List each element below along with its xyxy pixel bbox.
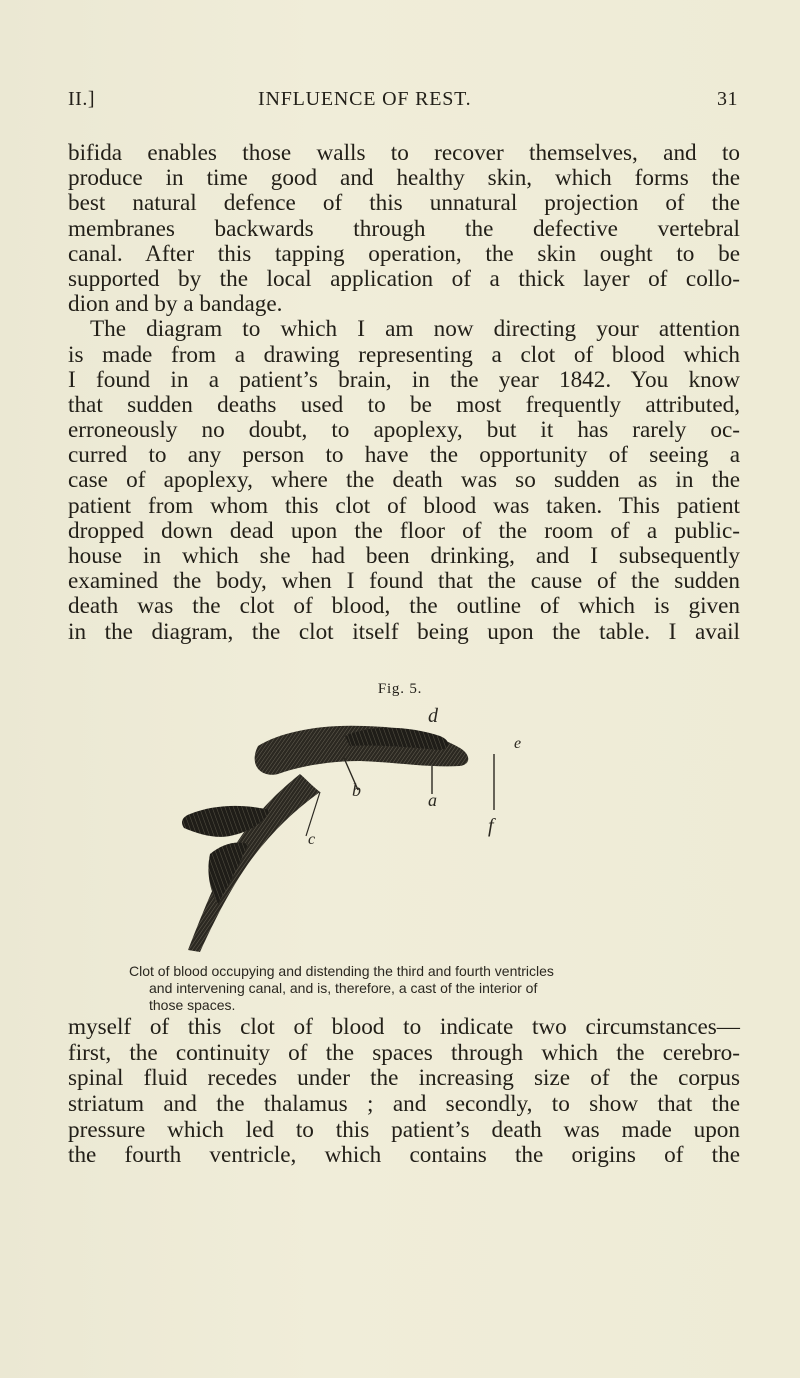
figure-label: Fig. 5. xyxy=(377,681,423,697)
text-line: membranes backwards through the defective vertebral xyxy=(68,215,740,242)
text-line: produce in time good and healthy skin, which forms the xyxy=(68,165,740,192)
paragraph-3 xyxy=(68,1015,740,1169)
text-line: death was the clot of blood, the outline of which is given xyxy=(68,593,740,620)
clot-canal xyxy=(188,774,320,952)
text-line: the fourth ventricle, which contains the origins of the xyxy=(68,1142,740,1169)
chapter-number: II.] xyxy=(68,88,95,110)
text-line: bifida enables those walls to recover themselves, and to xyxy=(68,140,740,166)
text-line: myself of this clot of blood to indicate two circumstances— xyxy=(68,1014,740,1040)
text-line: curred to any person to have the opportunity of seeing a xyxy=(68,442,740,469)
clot-figure xyxy=(170,704,570,954)
text-line: is made from a drawing representing a clot of blood which xyxy=(68,341,740,368)
text-line: dion and by a bandage. xyxy=(68,291,283,318)
caption-line: and intervening canal, and is, therefore, a cast of the interior of xyxy=(149,980,538,996)
label-e: e xyxy=(514,735,522,752)
label-a: a xyxy=(428,790,437,810)
text-line: in the diagram, the clot itself being upon the table. I avail xyxy=(68,618,740,645)
running-title: INFLUENCE OF REST. xyxy=(258,88,472,110)
caption-line: those spaces. xyxy=(149,997,236,1013)
label-f: f xyxy=(488,815,494,837)
text-line: supported by the local application of a thick layer of collo- xyxy=(68,265,740,292)
text-line: erroneously no doubt, to apoplexy, but it has rarely oc- xyxy=(68,417,740,444)
clot-illustration xyxy=(170,704,570,954)
label-c: c xyxy=(308,831,316,848)
label-d: d xyxy=(428,705,438,727)
text-line: canal. After this tapping operation, the skin ought to be xyxy=(68,240,740,267)
text-line: that sudden deaths used to be most frequently attributed, xyxy=(68,391,740,418)
label-b: b xyxy=(352,780,361,800)
figure-caption xyxy=(129,963,719,1014)
text-line: best natural defence of this unnatural projection of the xyxy=(68,190,740,217)
text-line: house in which she had been drinking, and I subsequently xyxy=(68,543,740,569)
text-line: I found in a patient’s brain, in the year 1842. You know xyxy=(68,366,740,393)
text-line: case of apoplexy, where the death was so sudden as in the xyxy=(68,467,740,494)
text-line: spinal fluid recedes under the increasing size of the corpus xyxy=(68,1065,740,1092)
text-line: first, the continuity of the spaces through which the cerebro- xyxy=(68,1039,740,1066)
running-header xyxy=(68,88,738,118)
text-line: patient from whom this clot of blood was taken. This patient xyxy=(68,492,740,519)
paragraph-1 xyxy=(68,141,740,645)
text-line: pressure which led to this patient’s death was made upon xyxy=(68,1116,740,1143)
caption-line: Clot of blood occupying and distending the third and fourth ventricles xyxy=(129,963,554,979)
text-line: examined the body, when I found that the cause of the sudden xyxy=(68,568,740,595)
text-line: dropped down dead upon the floor of the room of a public- xyxy=(68,517,740,544)
text-line: striatum and the thalamus ; and secondly, to show that the xyxy=(68,1091,740,1118)
page-number: 31 xyxy=(717,88,738,110)
text-line: The diagram to which I am now directing your attention xyxy=(90,316,740,343)
